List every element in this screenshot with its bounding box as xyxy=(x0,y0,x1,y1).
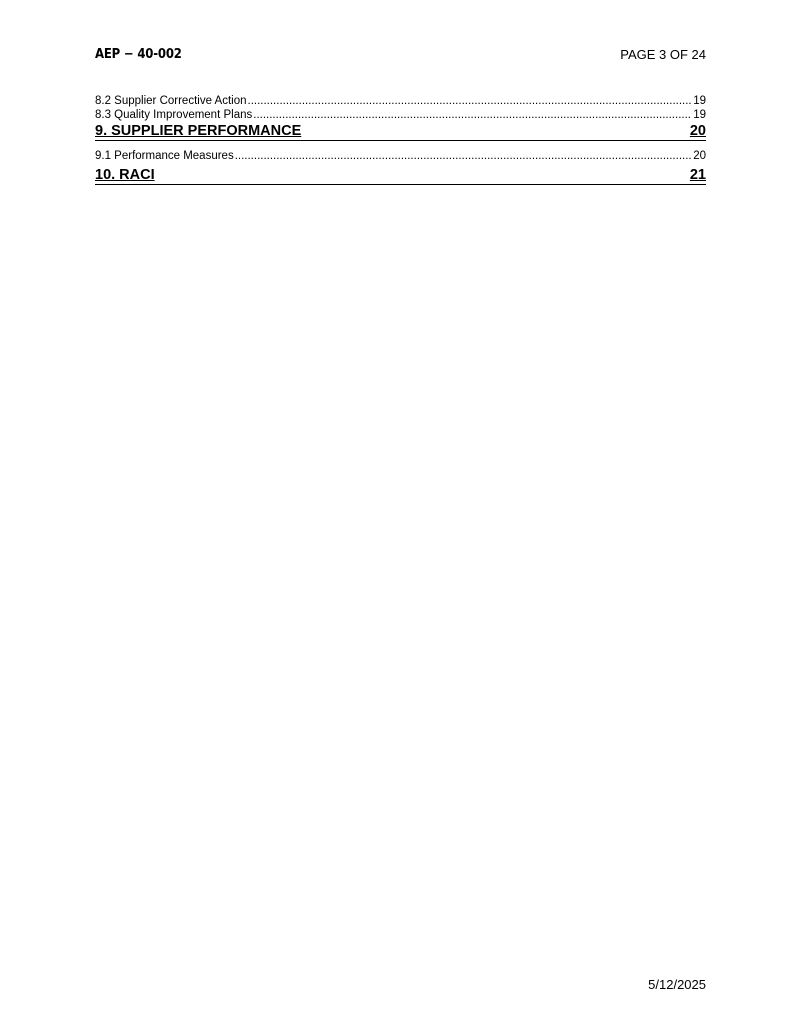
toc-entry-label: 8.2 Supplier Corrective Action xyxy=(95,95,247,107)
page-number: PAGE 3 OF 24 xyxy=(620,47,706,62)
toc-entry-8-2[interactable] xyxy=(95,94,706,108)
dot-leader xyxy=(253,108,692,122)
toc-entry-page: 20 xyxy=(693,150,706,162)
toc-section-label: 9. SUPPLIER PERFORMANCE xyxy=(95,123,302,139)
toc-entry-label: 9.1 Performance Measures xyxy=(95,150,234,162)
table-of-contents xyxy=(95,94,706,185)
toc-entry-9-1[interactable] xyxy=(95,149,706,163)
dot-leader xyxy=(248,94,693,108)
toc-section-label: 10. RACI xyxy=(95,167,155,183)
toc-section-page: 20 xyxy=(689,123,706,139)
toc-entry-label: 8.3 Quality Improvement Plans xyxy=(95,109,253,121)
toc-section-10[interactable] xyxy=(95,167,706,185)
footer-date: 5/12/2025 xyxy=(648,977,706,992)
page-header xyxy=(95,47,706,65)
toc-entry-page: 19 xyxy=(693,109,706,121)
toc-entry-page: 19 xyxy=(693,95,706,107)
toc-section-9[interactable] xyxy=(95,123,706,141)
document-id: AEP − 40-002 xyxy=(95,47,182,62)
dot-leader xyxy=(235,149,693,163)
toc-entry-8-3[interactable] xyxy=(95,108,706,122)
toc-section-page: 21 xyxy=(689,167,706,183)
